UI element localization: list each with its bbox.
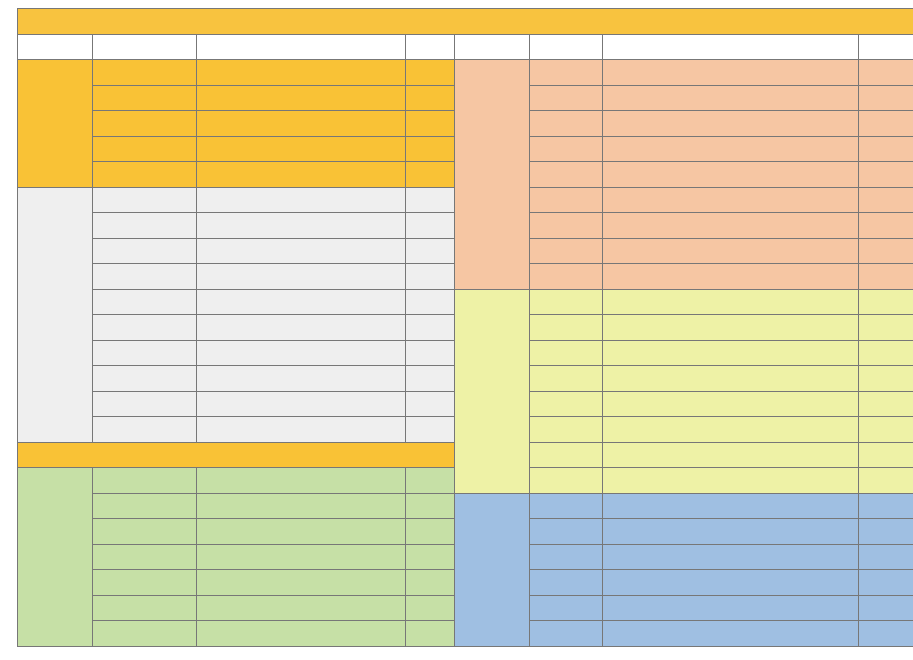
course-code bbox=[530, 289, 603, 315]
course-code bbox=[93, 468, 197, 494]
category-label bbox=[18, 187, 93, 442]
course-code bbox=[93, 315, 197, 341]
course-code bbox=[93, 417, 197, 443]
course-name bbox=[197, 162, 406, 188]
course-credit bbox=[406, 391, 455, 417]
course-code bbox=[93, 60, 197, 86]
course-code bbox=[93, 519, 197, 545]
course-credit bbox=[859, 111, 913, 137]
course-credit bbox=[859, 136, 913, 162]
course-credit bbox=[859, 442, 913, 468]
course-credit bbox=[859, 315, 913, 341]
course-name bbox=[197, 213, 406, 239]
course-credit bbox=[859, 85, 913, 111]
course-credit bbox=[859, 544, 913, 570]
course-credit bbox=[406, 519, 455, 545]
course-name bbox=[197, 238, 406, 264]
course-code bbox=[93, 187, 197, 213]
course-code bbox=[93, 162, 197, 188]
course-name bbox=[603, 493, 859, 519]
category-label bbox=[18, 468, 93, 647]
course-name bbox=[197, 340, 406, 366]
course-name bbox=[603, 442, 859, 468]
category-label bbox=[18, 60, 93, 188]
course-name bbox=[197, 519, 406, 545]
course-name bbox=[603, 366, 859, 392]
course-credit bbox=[406, 595, 455, 621]
course-name bbox=[603, 238, 859, 264]
course-code bbox=[530, 340, 603, 366]
course-name bbox=[197, 85, 406, 111]
course-credit bbox=[406, 187, 455, 213]
course-credit bbox=[859, 340, 913, 366]
course-code bbox=[93, 595, 197, 621]
course-name bbox=[603, 60, 859, 86]
header-right-name bbox=[603, 34, 859, 60]
category-label bbox=[455, 289, 530, 493]
header-right-code bbox=[530, 34, 603, 60]
course-credit bbox=[859, 417, 913, 443]
table-row bbox=[18, 289, 913, 315]
category-label bbox=[455, 493, 530, 646]
course-name bbox=[603, 570, 859, 596]
course-name bbox=[197, 60, 406, 86]
header-left-category bbox=[18, 34, 93, 60]
course-code bbox=[530, 621, 603, 647]
course-credit bbox=[406, 213, 455, 239]
course-code bbox=[530, 493, 603, 519]
category-label bbox=[455, 60, 530, 290]
header-right-credit bbox=[859, 34, 913, 60]
course-name bbox=[603, 111, 859, 137]
course-credit bbox=[859, 238, 913, 264]
course-code bbox=[93, 136, 197, 162]
course-credit bbox=[859, 60, 913, 86]
course-credit bbox=[406, 570, 455, 596]
course-name bbox=[197, 544, 406, 570]
course-credit bbox=[406, 340, 455, 366]
course-credit bbox=[406, 315, 455, 341]
course-credit bbox=[859, 187, 913, 213]
course-code bbox=[530, 187, 603, 213]
course-code bbox=[530, 595, 603, 621]
course-code bbox=[530, 570, 603, 596]
course-code bbox=[530, 136, 603, 162]
course-code bbox=[93, 366, 197, 392]
course-name bbox=[603, 544, 859, 570]
header-left-code bbox=[93, 34, 197, 60]
course-name bbox=[603, 162, 859, 188]
course-code bbox=[530, 264, 603, 290]
course-credit bbox=[406, 468, 455, 494]
course-name bbox=[603, 468, 859, 494]
course-credit bbox=[859, 264, 913, 290]
course-name bbox=[603, 621, 859, 647]
course-name bbox=[197, 289, 406, 315]
course-code bbox=[530, 519, 603, 545]
course-name bbox=[197, 111, 406, 137]
course-code bbox=[530, 213, 603, 239]
course-credit bbox=[406, 85, 455, 111]
course-code bbox=[93, 570, 197, 596]
course-code bbox=[530, 162, 603, 188]
course-code bbox=[530, 544, 603, 570]
table-row bbox=[18, 493, 913, 519]
course-name bbox=[603, 315, 859, 341]
table-row bbox=[18, 60, 913, 86]
course-name bbox=[197, 570, 406, 596]
course-code bbox=[93, 621, 197, 647]
course-code bbox=[93, 238, 197, 264]
course-credit bbox=[859, 289, 913, 315]
course-code bbox=[530, 417, 603, 443]
course-credit bbox=[859, 621, 913, 647]
course-credit bbox=[859, 493, 913, 519]
course-name bbox=[197, 595, 406, 621]
course-code bbox=[93, 213, 197, 239]
course-code bbox=[530, 315, 603, 341]
course-name bbox=[197, 468, 406, 494]
course-name bbox=[603, 417, 859, 443]
course-code bbox=[93, 85, 197, 111]
course-name bbox=[603, 187, 859, 213]
course-credit bbox=[859, 162, 913, 188]
course-code bbox=[93, 289, 197, 315]
course-name bbox=[197, 136, 406, 162]
header-left-name bbox=[197, 34, 406, 60]
course-credit bbox=[859, 391, 913, 417]
course-credit bbox=[859, 468, 913, 494]
course-credit bbox=[859, 570, 913, 596]
course-name bbox=[603, 136, 859, 162]
course-name bbox=[603, 264, 859, 290]
course-credit bbox=[406, 162, 455, 188]
course-credit bbox=[406, 544, 455, 570]
course-name bbox=[603, 595, 859, 621]
course-code bbox=[530, 366, 603, 392]
course-credit bbox=[406, 111, 455, 137]
course-code bbox=[93, 544, 197, 570]
course-name bbox=[603, 289, 859, 315]
course-credit bbox=[406, 366, 455, 392]
course-name bbox=[197, 391, 406, 417]
course-name bbox=[197, 315, 406, 341]
course-code bbox=[530, 85, 603, 111]
header-left-credit bbox=[406, 34, 455, 60]
course-credit bbox=[406, 493, 455, 519]
course-name bbox=[197, 621, 406, 647]
course-code bbox=[530, 468, 603, 494]
course-name bbox=[197, 493, 406, 519]
course-code bbox=[93, 493, 197, 519]
course-credit bbox=[859, 213, 913, 239]
course-credit bbox=[859, 519, 913, 545]
course-code bbox=[93, 340, 197, 366]
course-name bbox=[603, 85, 859, 111]
course-credit bbox=[859, 366, 913, 392]
course-code bbox=[530, 442, 603, 468]
course-code bbox=[530, 391, 603, 417]
course-name bbox=[603, 340, 859, 366]
course-credit bbox=[406, 621, 455, 647]
course-code bbox=[93, 264, 197, 290]
course-credit bbox=[406, 60, 455, 86]
course-code bbox=[530, 111, 603, 137]
course-credit bbox=[406, 417, 455, 443]
course-code bbox=[530, 60, 603, 86]
course-code bbox=[93, 391, 197, 417]
course-name bbox=[603, 391, 859, 417]
section-band-label bbox=[18, 442, 455, 468]
course-credit bbox=[406, 238, 455, 264]
course-credit bbox=[406, 264, 455, 290]
course-table bbox=[17, 8, 913, 647]
course-name bbox=[197, 366, 406, 392]
course-name bbox=[197, 264, 406, 290]
course-credit bbox=[406, 289, 455, 315]
course-code bbox=[530, 238, 603, 264]
course-credit bbox=[859, 595, 913, 621]
course-credit bbox=[406, 136, 455, 162]
course-name bbox=[603, 519, 859, 545]
course-name bbox=[603, 213, 859, 239]
course-name bbox=[197, 187, 406, 213]
course-code bbox=[93, 111, 197, 137]
course-name bbox=[197, 417, 406, 443]
header-right-category bbox=[455, 34, 530, 60]
table-title bbox=[18, 9, 913, 35]
